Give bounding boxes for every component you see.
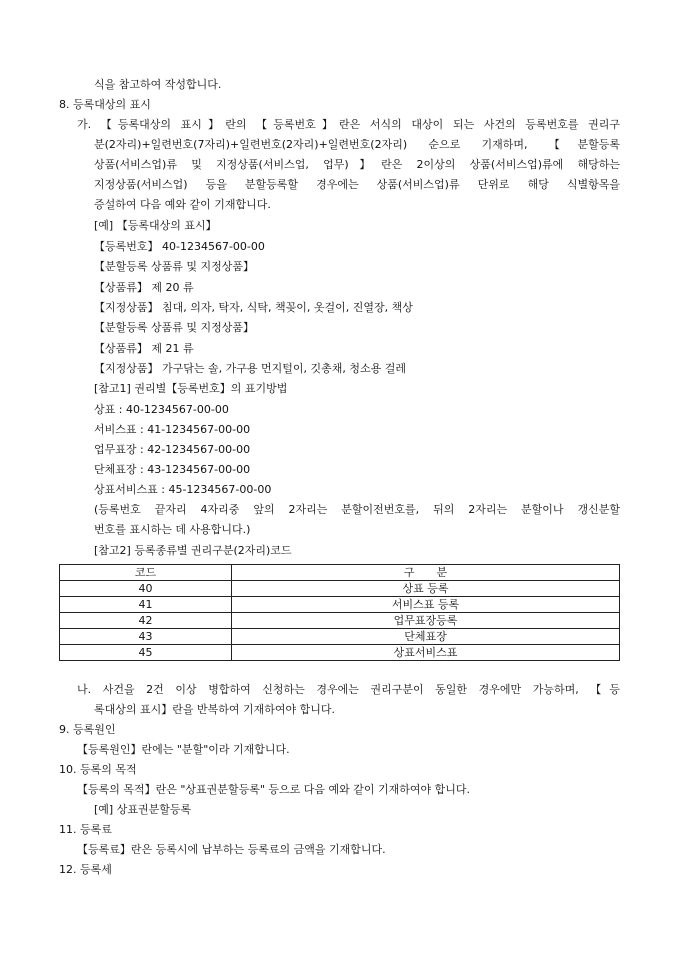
table-row xyxy=(60,613,620,629)
header-code: 코드 xyxy=(60,565,232,581)
paragraph-ga-line: 증설하여 다음 예와 같이 기재합니다. xyxy=(94,198,271,211)
cell-category: 서비스표 등록 xyxy=(232,597,620,613)
reference-2-title: [참고2] 등록종류별 권리구분(2자리)코드 xyxy=(94,544,292,557)
note-line: 번호를 표시하는 데 사용합니다.) xyxy=(94,523,251,536)
paragraph-ga-line: 지정상품(서비스업) 등을 분할등록할 경우에는 상품(서비스업)류 단위로 해당 식별항목을 xyxy=(94,178,620,191)
reference-1-line: 상표 : 40-1234567-00-00 xyxy=(94,403,229,416)
section-12-heading: 12. 등록세 xyxy=(59,863,112,876)
table-header-row xyxy=(60,565,620,581)
note-line: (등록번호 끝자리 4자리중 앞의 2자리는 분할이전번호를, 뒤의 2자리는 분할이나 갱신분할 xyxy=(94,503,620,516)
table-row xyxy=(60,597,620,613)
continuation-text: 식을 참고하여 작성합니다. xyxy=(94,78,222,91)
example-line: 【지정상품】 가구닦는 솔, 가구용 먼지털이, 깃총채, 청소용 걸레 xyxy=(94,362,406,375)
section-10-text: 【등록의 목적】란은 "상표권분할등록" 등으로 다음 예와 같이 기재하여야 합니다. xyxy=(77,783,470,796)
code-table xyxy=(59,564,620,661)
example-line: 【지정상품】 침대, 의자, 탁자, 식탁, 책꽂이, 옷걸이, 진열장, 책상 xyxy=(94,301,413,314)
reference-1-line: 상표서비스표 : 45-1234567-00-00 xyxy=(94,483,272,496)
paragraph-ga-line: 가. 【등록대상의 표시】란의 【등록번호】란은 서식의 대상이 되는 사건의 등록번호를 권리구 xyxy=(77,118,620,131)
reference-1-line: 업무표장 : 42-1234567-00-00 xyxy=(94,443,251,456)
paragraph-na-line: 록대상의 표시】란을 반복하여 기재하여야 합니다. xyxy=(94,703,336,716)
example-title: [예] 【등록대상의 표시】 xyxy=(94,219,217,232)
section-10-heading: 10. 등록의 목적 xyxy=(59,763,137,776)
example-line: 【상품류】 제 21 류 xyxy=(94,342,194,355)
paragraph-ga-line: 분(2자리)+일련번호(7자리)+일련번호(2자리)+일련번호(2자리) 순으로 기재하며, 【분할등록 xyxy=(94,138,620,151)
cell-category: 상표 등록 xyxy=(232,581,620,597)
cell-code: 40 xyxy=(60,581,232,597)
reference-1-line: 단체표장 : 43-1234567-00-00 xyxy=(94,463,251,476)
section-11-text: 【등록료】란은 등록시에 납부하는 등록료의 금액을 기재합니다. xyxy=(77,843,386,856)
reference-1-title: [참고1] 권리별【등록번호】의 표기방법 xyxy=(94,382,288,395)
cell-code: 42 xyxy=(60,613,232,629)
section-11-heading: 11. 등록료 xyxy=(59,823,112,836)
section-9-text: 【등록원인】란에는 "분할"이라 기재합니다. xyxy=(77,743,290,756)
section-10-example: [예] 상표권분할등록 xyxy=(94,803,192,816)
cell-category: 업무표장등록 xyxy=(232,613,620,629)
cell-category: 상표서비스표 xyxy=(232,645,620,661)
example-line: 【분할등록 상품류 및 지정상품】 xyxy=(94,260,255,273)
example-line: 【분할등록 상품류 및 지정상품】 xyxy=(94,321,255,334)
paragraph-ga-line: 상품(서비스업)류 및 지정상품(서비스업, 업무)】란은 2이상의 상품(서비스업)류에 해당하는 xyxy=(94,158,620,171)
example-line: 【등록번호】 40-1234567-00-00 xyxy=(94,240,265,253)
cell-code: 45 xyxy=(60,645,232,661)
cell-code: 43 xyxy=(60,629,232,645)
paragraph-na-line: 나. 사건을 2건 이상 병합하여 신청하는 경우에는 권리구분이 동일한 경우에만 가능하며, 【등 xyxy=(77,683,620,696)
section-9-heading: 9. 등록원인 xyxy=(59,723,116,736)
table-row xyxy=(60,629,620,645)
cell-code: 41 xyxy=(60,597,232,613)
section-8-heading: 8. 등록대상의 표시 xyxy=(59,98,151,111)
header-category: 구 분 xyxy=(232,565,620,581)
table-row xyxy=(60,645,620,661)
example-line: 【상품류】 제 20 류 xyxy=(94,281,194,294)
table-row xyxy=(60,581,620,597)
cell-category: 단체표장 xyxy=(232,629,620,645)
reference-1-line: 서비스표 : 41-1234567-00-00 xyxy=(94,423,251,436)
